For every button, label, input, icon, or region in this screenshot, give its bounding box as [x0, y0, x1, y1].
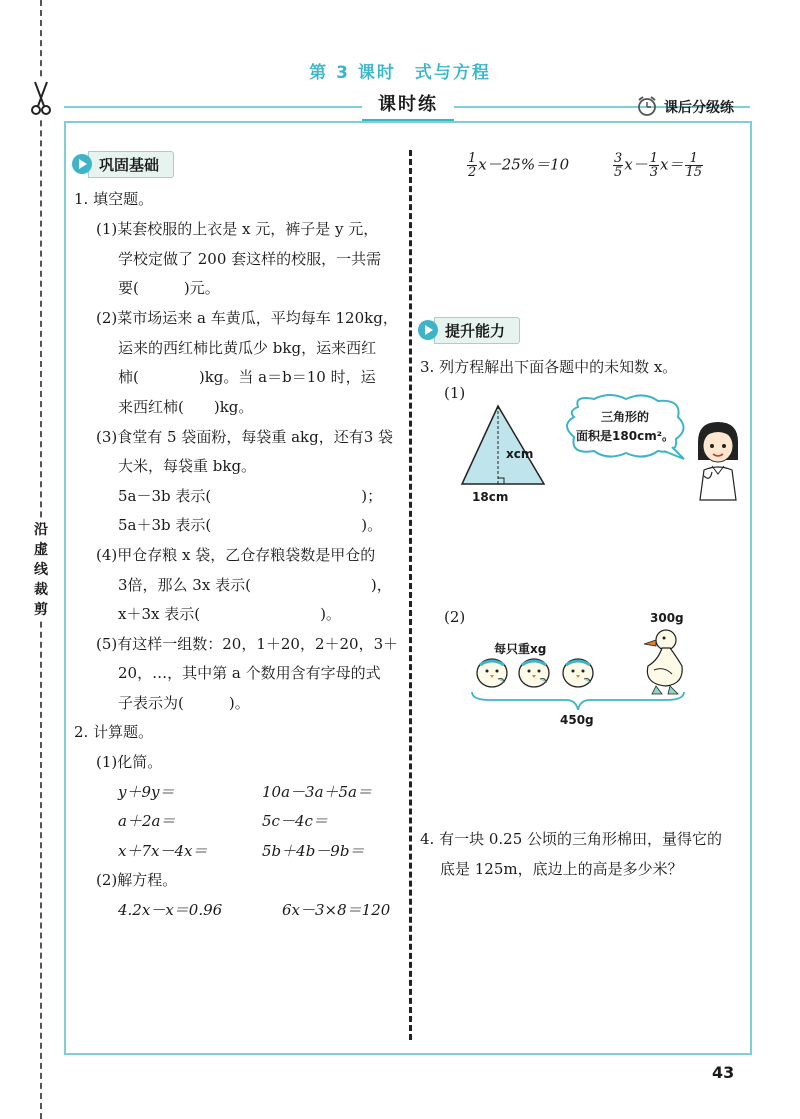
play-arrow-icon [72, 154, 92, 174]
q3-part2-label: (2) [444, 608, 466, 626]
triangle-figure [458, 400, 548, 490]
q3-title: 3. 列方程解出下面各题中的未知数 x。 [420, 358, 678, 376]
q1-answer-blank[interactable]: x＋3x 表示( )。 [118, 605, 341, 623]
duck-weight-label: 300g [650, 611, 684, 625]
fraction-denominator: 3 [649, 165, 659, 180]
q1-answer-blank[interactable]: 5a－3b 表示( )； [118, 487, 383, 505]
q1-title: 1. 填空题。 [74, 190, 154, 208]
q1-line: 20，…，其中第 a 个数用含有字母的式 [118, 664, 381, 682]
simplify-expr: y＋9y＝ [118, 783, 175, 801]
q2-sub1: (1)化简。 [96, 753, 163, 771]
q1-line: 大米，每袋重 bkg。 [118, 457, 257, 475]
fraction-numerator: 1 [468, 151, 477, 166]
equation: 4.2x－x＝0.96 [118, 901, 223, 919]
q1-answer-blank[interactable]: 来西红柿( )kg。 [118, 398, 254, 416]
practice-badge: 课时练 [362, 91, 454, 121]
chick-illustration [474, 655, 510, 689]
fraction-denominator: 2 [468, 165, 477, 180]
section-tag-label: 巩固基础 [88, 151, 174, 178]
equation: 6x－3×8＝120 [282, 901, 391, 919]
tier-label: 课后分级练 [664, 100, 734, 116]
fraction-numerator: 1 [649, 151, 659, 166]
fraction-equation-2: $\frac{3}{5}$ x－ $\frac{1}{3}$ x＝ $\frac{1}{15}$ [614, 151, 703, 180]
simplify-expr: 5b＋4b－9b＝ [262, 842, 365, 860]
girl-illustration [690, 420, 746, 502]
q1-answer-blank[interactable]: 子表示为( )。 [118, 694, 250, 712]
lesson-title: 第 3 课时 式与方程 [309, 63, 491, 83]
q4-line: 4. 有一块 0.25 公顷的三角形棉田，量得它的 [420, 830, 723, 848]
section-tag-basics [72, 150, 174, 178]
page-number: 43 [712, 1063, 735, 1082]
simplify-expr: x＋7x－4x＝ [118, 842, 208, 860]
q1-line: 学校定做了 200 套这样的校服，一共需 [118, 250, 382, 268]
fraction-equation-1 [466, 152, 569, 179]
fraction-denominator: 15 [685, 165, 703, 180]
cut-note-char: 虚 [34, 542, 48, 558]
q1-answer-blank[interactable]: 要( )元。 [118, 279, 220, 297]
cut-note-char: 剪 [34, 602, 48, 618]
q2-sub2: (2)解方程。 [96, 871, 178, 889]
q1-line: 运来的西红柿比黄瓜少 bkg，运来西红 [118, 339, 377, 357]
bubble-line: 三角形的 [600, 410, 649, 424]
simplify-expr: 10a－3a＋5a＝ [262, 783, 373, 801]
chick-illustration [516, 655, 552, 689]
cut-note-char: 沿 [34, 522, 48, 538]
cut-note-char: 裁 [34, 582, 48, 598]
bubble-line: 面积是180cm²。 [576, 429, 674, 443]
q4-line: 底是 125m，底边上的高是多少米？ [440, 860, 683, 878]
simplify-expr: 5c－4c＝ [262, 812, 328, 830]
equation-rest: x－25%＝10 [478, 155, 570, 174]
fraction-denominator: 5 [614, 165, 623, 180]
q1-answer-blank[interactable]: 柿( )kg。当 a＝b＝10 时，运 [118, 368, 376, 386]
base-label: 18cm [472, 490, 509, 504]
total-weight-label: 450g [560, 713, 594, 727]
q2-title: 2. 计算题。 [74, 723, 154, 741]
chick-illustration [560, 655, 596, 689]
cut-note-char: 线 [34, 562, 48, 578]
q1-line: (5)有这样一组数：20，1＋20，2＋20，3＋ [96, 635, 399, 653]
column-divider [409, 150, 412, 1040]
q3-part1-label: (1) [444, 384, 466, 402]
q1-line: (4)甲仓存粮 x 袋，乙仓存粮袋数是甲仓的 [96, 546, 376, 564]
bubble-text [560, 408, 690, 446]
q1-line: (3)食堂有 5 袋面粉，每袋重 akg，还有3 袋 [96, 428, 394, 446]
q1-line: (1)某套校服的上衣是 x 元，裤子是 y 元， [96, 220, 379, 238]
total-bracket [470, 690, 686, 714]
q1-answer-blank[interactable]: 3倍，那么 3x 表示( )， [118, 576, 392, 594]
q1-line: (2)菜市场运来 a 车黄瓜，平均每车 120kg， [96, 309, 398, 327]
scissors-icon [30, 78, 52, 118]
duck-illustration [636, 626, 686, 696]
cut-instruction [30, 520, 52, 620]
fraction-numerator: 1 [685, 152, 704, 166]
section-tag-advanced [418, 316, 520, 344]
chick-weight-label: 每只重xg [494, 642, 547, 656]
height-label: xcm [506, 447, 534, 461]
q1-answer-blank[interactable]: 5a＋3b 表示( )。 [118, 516, 383, 534]
play-arrow-icon [418, 320, 438, 340]
fraction-numerator: 3 [614, 151, 623, 166]
section-tag-label: 提升能力 [434, 317, 520, 344]
simplify-expr: a＋2a＝ [118, 812, 176, 830]
alarm-clock-icon [636, 95, 658, 117]
